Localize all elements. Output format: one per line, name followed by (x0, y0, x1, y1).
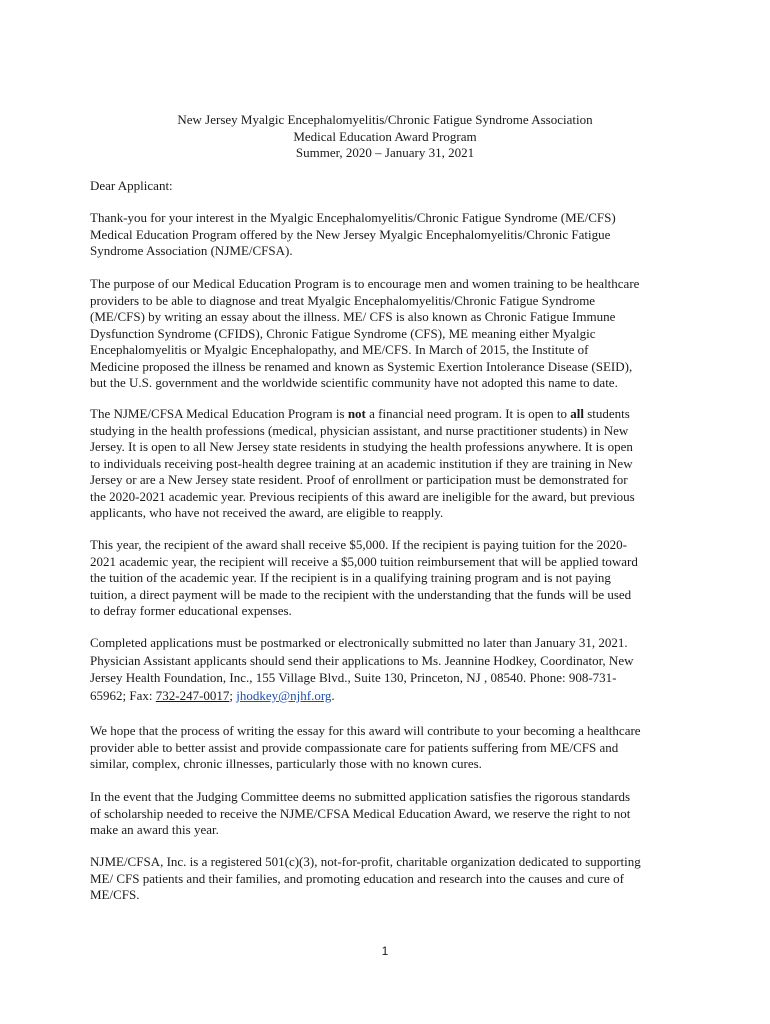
salutation: Dear Applicant: (90, 178, 173, 193)
paragraph-hope: We hope that the process of writing the essay for this award will contribute to your becoming a healthcare provider able to better assist and provide compassionate care for patients suffering from ME/CFS and similar, complex, chronic illnesses, particularly those with no known cures. (90, 723, 641, 771)
paragraph-submission: Completed applications must be postmarked or electronically submitted no later than January 31, 2021. Physician Assistant applicants should send their applications to Ms. Jeannine Hodkey, Coordinator, New Jersey Health Foundation, Inc., 155 Village Blvd., Suite 130, Princeton, NJ , 08540. Phone: 908-731- 65962; Fax: 732-247-0017; jhodkey@njhf.org. (90, 635, 634, 703)
page-number: 1 (381, 944, 389, 958)
paragraph-judging: In the event that the Judging Committee deems no submitted application satisfies the rigorous standards of scholarship needed to receive the NJME/CFSA Medical Education Award, we reserve the right to not make an award this year. (90, 789, 631, 837)
emphasis-all: all (570, 406, 584, 421)
paragraph-thanks: Thank-you for your interest in the Myalgic Encephalomyelitis/Chronic Fatigue Syndrome (ME/CFS) Medical Education Program offered by the New Jersey Myalgic Encephalomyelitis/Chronic Fatigue Syndrome Association (NJME/CFSA). (90, 210, 616, 258)
paragraph-purpose: The purpose of our Medical Education Program is to encourage men and women training to be healthcare providers to be able to diagnose and treat Myalgic Encephalomyelitis/Chronic Fatigue Syndrome (ME/CFS) by writing an essay about the illness. ME/ CFS is also known as Chronic Fatigue Immune Dysfunction Syndrome (CFIDS), Chronic Fatigue Syndrome (CFS), ME meaning either Myalgic Encephalomyelitis or Myalgic Encephalopathy, and ME/CFS. In March of 2015, the Institute of Medicine proposed the illness be renamed and known as Systemic Exertion Intolerance Disease (SEID), but the U.S. government and the worldwide scientific community have not adopted this name to date. (90, 276, 640, 390)
fax-number[interactable]: 732-247-0017 (155, 687, 230, 703)
document-heading (90, 112, 680, 162)
paragraph-organization: NJME/CFSA, Inc. is a registered 501(c)(3), not-for-profit, charitable organization dedicated to supporting ME/ CFS patients and their families, and promoting education and research into the causes and cure of ME/CFS. (90, 854, 641, 902)
paragraph-eligibility: The NJME/CFSA Medical Education Program is not a financial need program. It is open to all students studying in the health professions (medical, physician assistant, and nurse practitioner students) in New Jersey. It is open to all New Jersey state residents in studying the health professions anywhere. It is open to individuals receiving post-health degree training at an academic institution if they are training in New Jersey or are a New Jersey state resident. Proof of enrollment or participation must be demonstrated for the 2020-2021 academic year. Previous recipients of this award are ineligible for the award, but previous applicants, who have not received the award, are eligible to reapply. (90, 406, 635, 520)
heading-dates: Summer, 2020 – January 31, 2021 (295, 145, 475, 160)
heading-program: Medical Education Award Program (293, 128, 477, 144)
heading-organization: New Jersey Myalgic Encephalomyelitis/Chronic Fatigue Syndrome Association (177, 112, 593, 127)
email-link[interactable]: jhodkey@njhf.org (236, 687, 332, 703)
emphasis-not: not (347, 406, 366, 421)
paragraph-award: This year, the recipient of the award shall receive $5,000. If the recipient is paying tuition for the 2020- 2021 academic year, the recipient will receive a $5,000 tuition reimbursement that will be applied toward the tuition of the academic year. If the recipient is in a qualifying training program and is not paying tuition, a direct payment will be made to the recipient with the understanding that the funds will be used to defray former educational expenses. (90, 537, 638, 618)
